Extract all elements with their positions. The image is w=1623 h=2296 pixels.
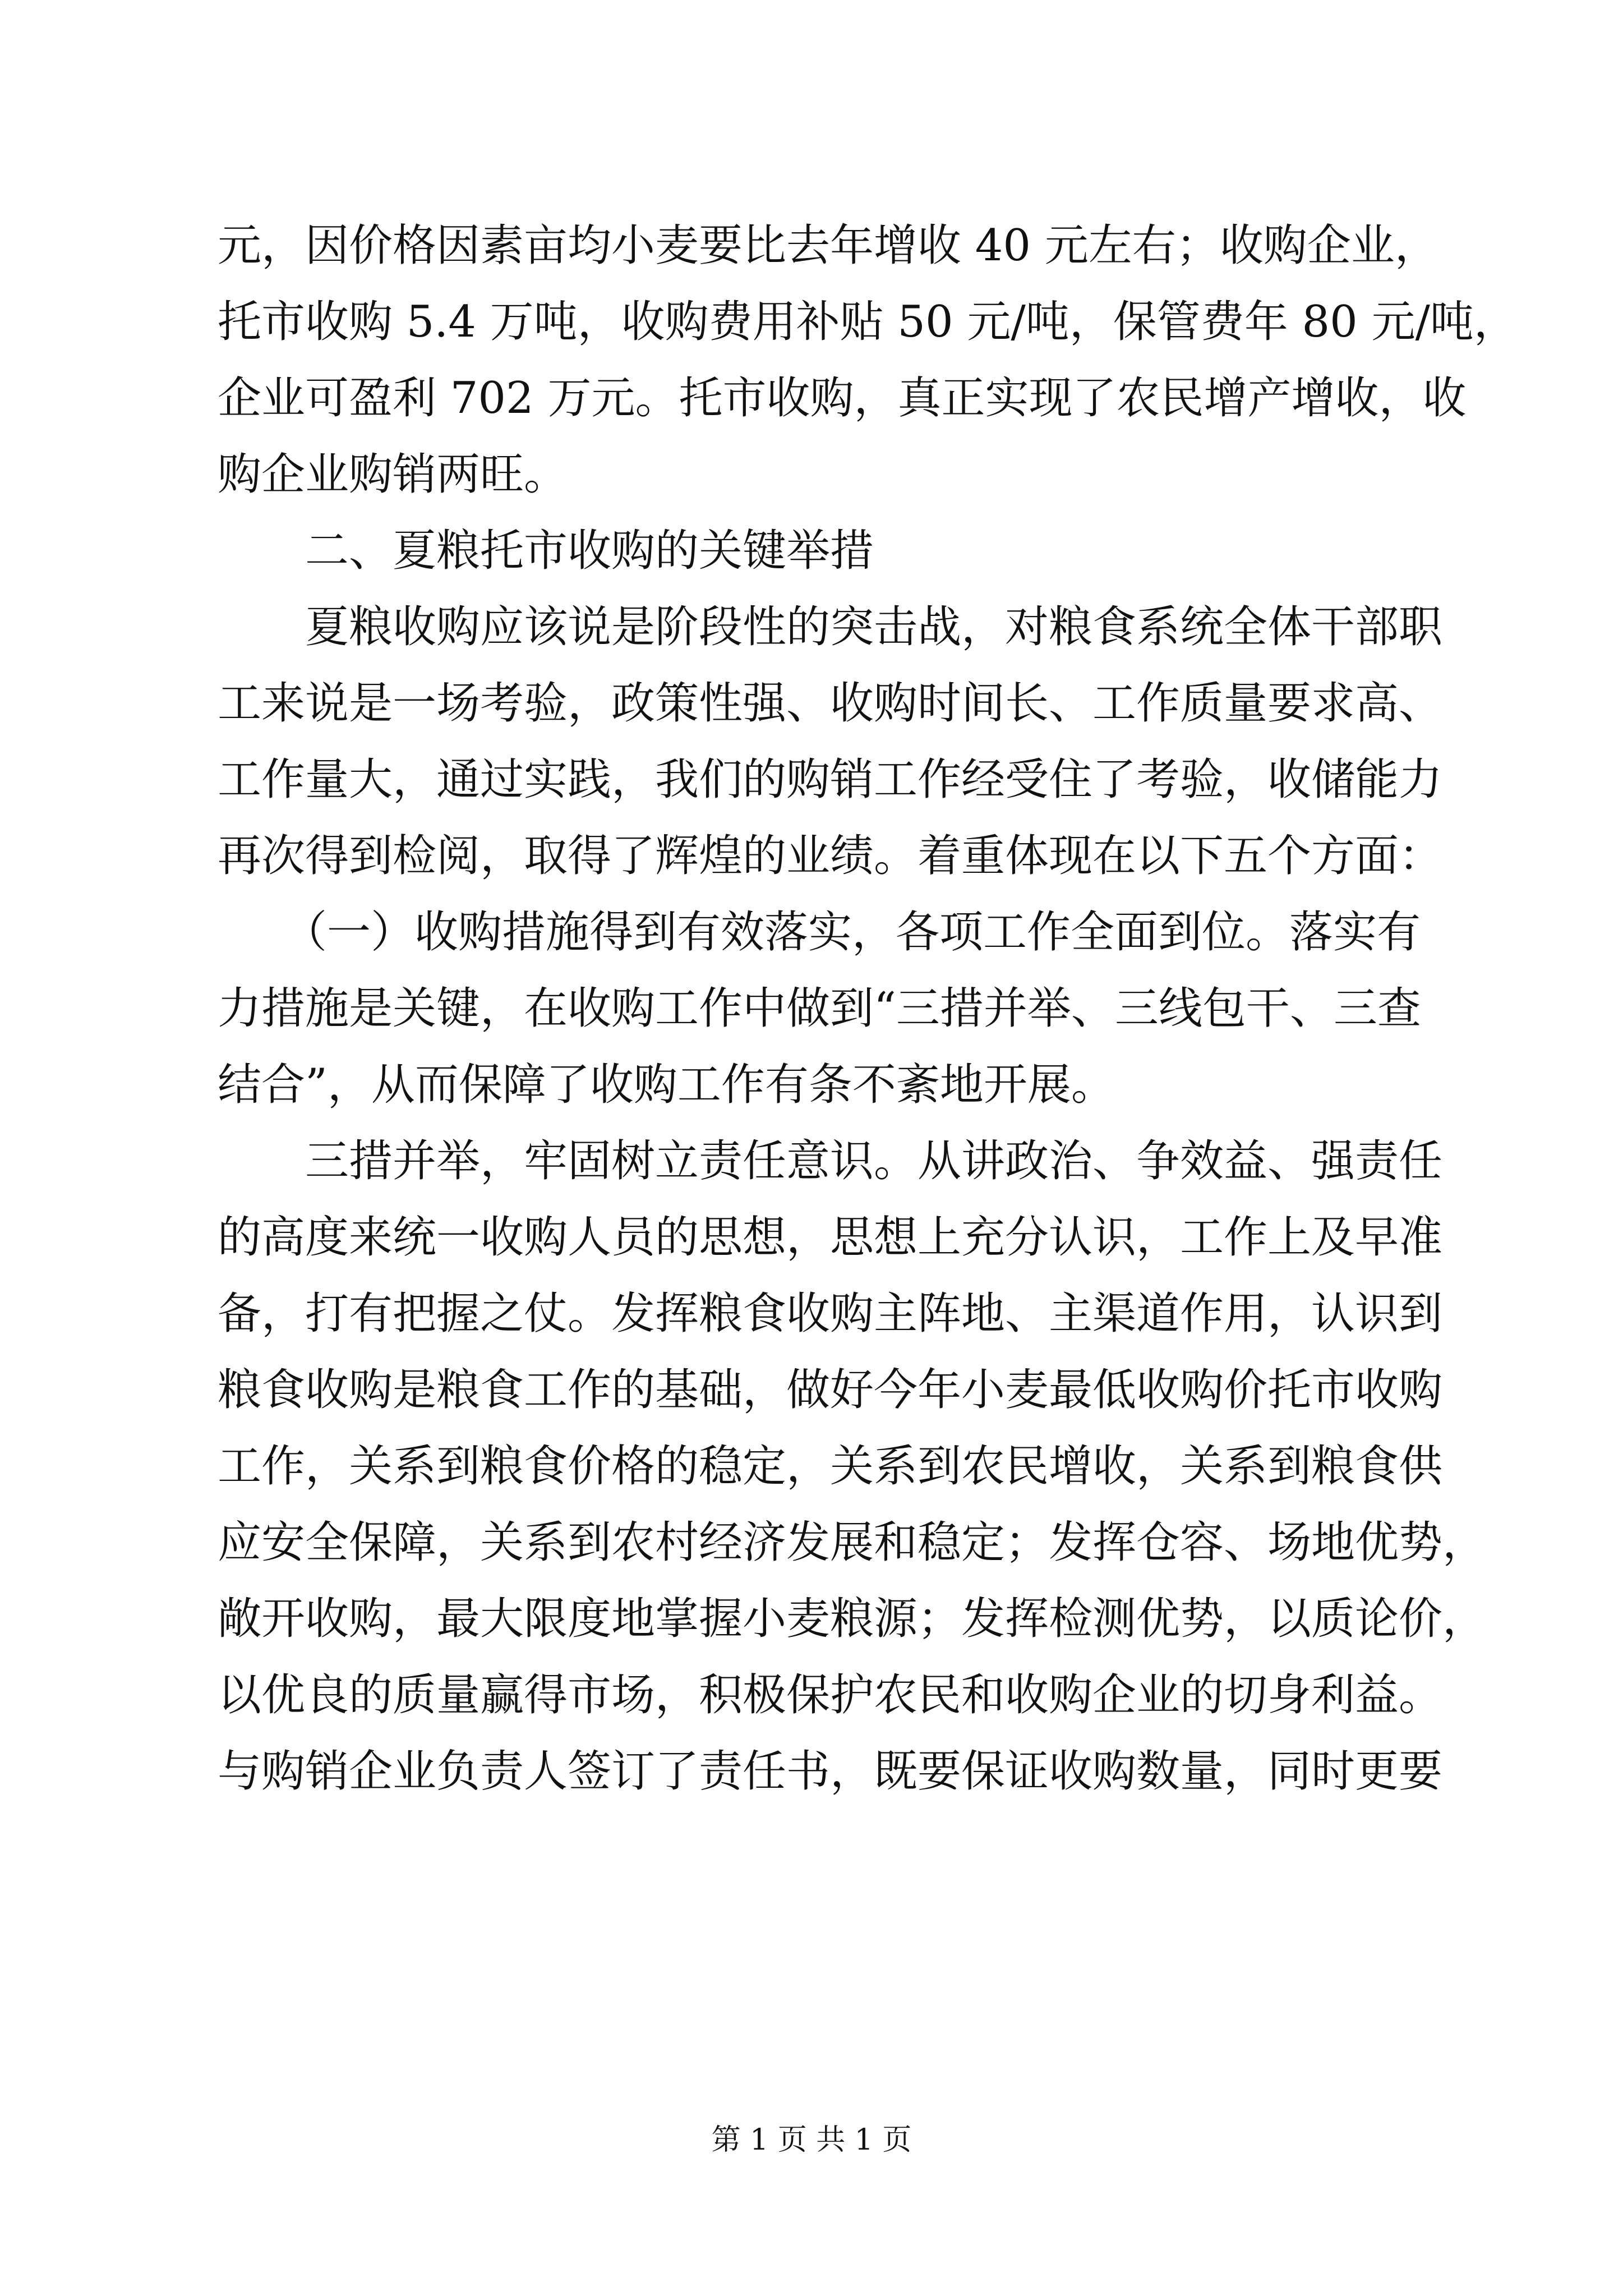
text-line: 备，打有把握之仗。发挥粮食收购主阵地、主渠道作用，认识到 — [218, 1289, 1443, 1339]
text-line: 以优良的质量赢得市场，积极保护农民和收购企业的切身利益。 — [218, 1670, 1443, 1720]
text-line: 夏粮收购应该说是阶段性的突击战，对粮食系统全体干部职 — [218, 602, 1443, 652]
text-line: 粮食收购是粮食工作的基础，做好今年小麦最低收购价托市收购 — [218, 1365, 1443, 1415]
document-body — [218, 208, 1518, 1810]
page-footer — [0, 2120, 1623, 2160]
text-line: 结合”，从而保障了收购工作有条不紊地开展。 — [218, 1060, 1115, 1110]
text-line: 元，因价格因素亩均小麦要比去年增收 40 元左右；收购企业， — [218, 220, 1438, 271]
text-line: 企业可盈利 702 万元。托市收购，真正实现了农民增产增收，收 — [218, 373, 1467, 424]
text-line: 托市收购 5.4 万吨，收购费用补贴 50 元/吨，保管费年 80 元/吨， — [218, 297, 1518, 347]
text-line: 应安全保障，关系到农村经济发展和稳定；发挥仓容、场地优势， — [218, 1517, 1487, 1568]
text-line: 购企业购销两旺。 — [218, 449, 568, 500]
text-line: 工作，关系到粮食价格的稳定，关系到农民增收，关系到粮食供 — [218, 1441, 1443, 1492]
text-line: 力措施是关键，在收购工作中做到“三措并举、三线包干、三查 — [218, 983, 1421, 1034]
text-line: 工作量大，通过实践，我们的购销工作经受住了考验，收储能力 — [218, 754, 1443, 805]
text-line: （一）收购措施得到有效落实，各项工作全面到位。落实有 — [218, 907, 1421, 958]
section-heading: 二、夏粮托市收购的关键举措 — [218, 526, 874, 576]
page-number: 第 1 页 共 1 页 — [711, 2123, 912, 2157]
text-line: 的高度来统一收购人员的思想，思想上充分认识，工作上及早准 — [218, 1212, 1443, 1263]
text-line: 再次得到检阅，取得了辉煌的业绩。着重体现在以下五个方面： — [218, 831, 1443, 881]
text-line: 工来说是一场考验，政策性强、收购时间长、工作质量要求高、 — [218, 678, 1443, 729]
text-line: 敞开收购，最大限度地掌握小麦粮源；发挥检测优势，以质论价， — [218, 1594, 1487, 1644]
text-line: 三措并举，牢固树立责任意识。从讲政治、争效益、强责任 — [218, 1136, 1443, 1186]
text-line: 与购销企业负责人签订了责任书，既要保证收购数量，同时更要 — [218, 1746, 1443, 1797]
